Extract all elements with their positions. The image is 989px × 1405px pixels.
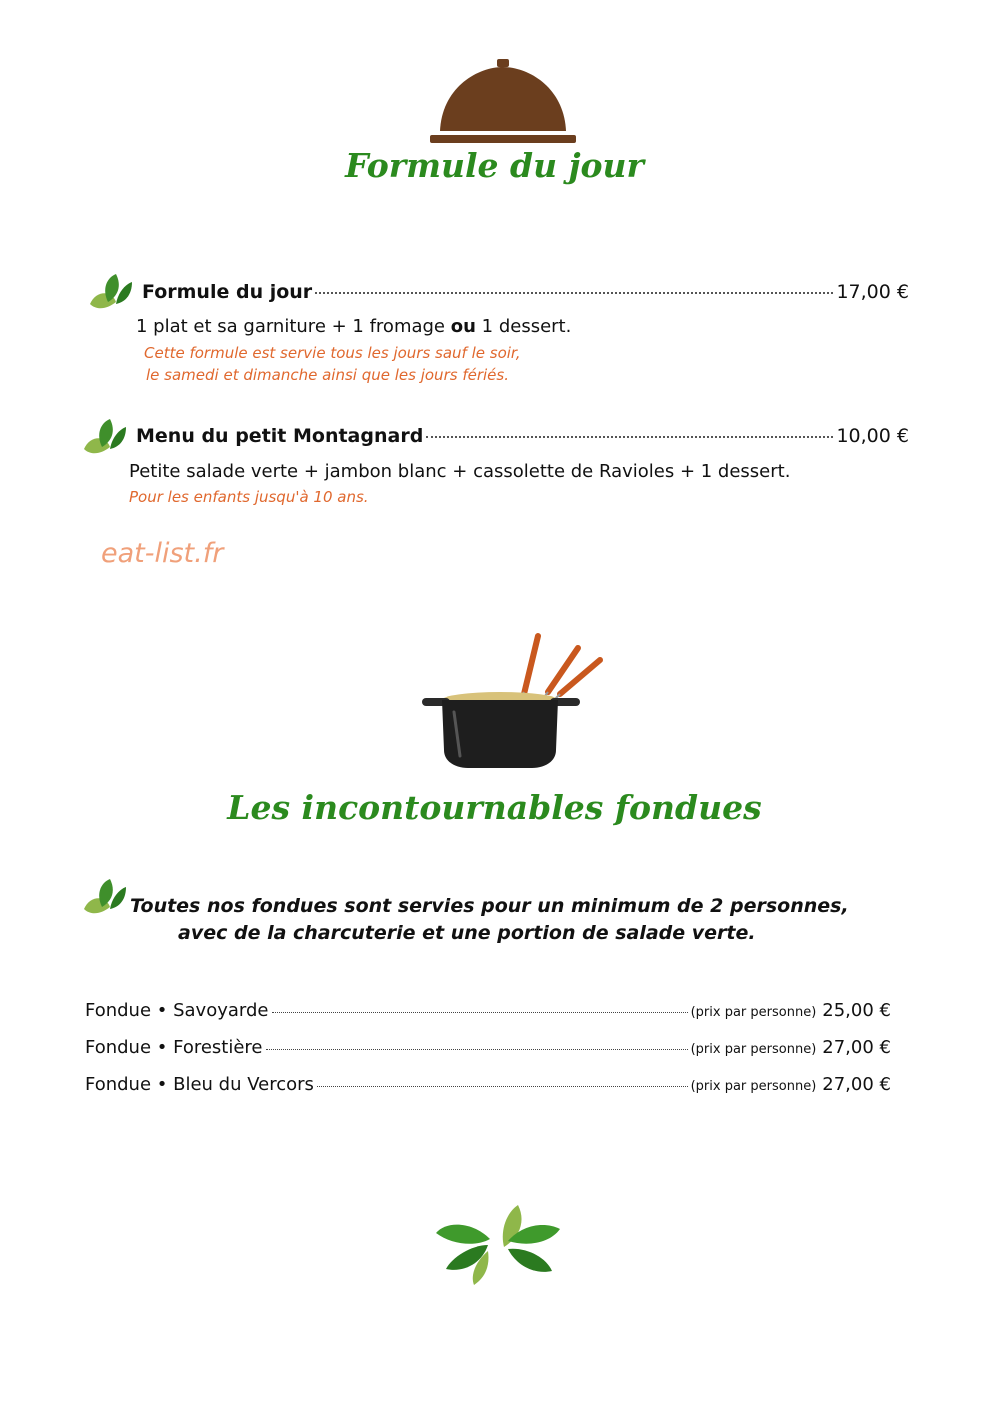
watermark: eat-list.fr <box>101 538 224 569</box>
dot-leader <box>317 1086 688 1087</box>
dot-leader <box>426 436 833 438</box>
menu-item-montagnard <box>136 425 909 447</box>
cloche-icon <box>428 57 578 145</box>
item-price: 17,00 € <box>836 281 909 303</box>
fondue-pot-icon <box>420 632 610 772</box>
fondue-price: 27,00 € <box>822 1037 891 1058</box>
item-price: 10,00 € <box>836 425 909 447</box>
fondue-list <box>85 1000 891 1111</box>
list-item <box>85 1037 891 1074</box>
section-title-fondues: Les incontournables fondues <box>227 788 762 827</box>
leaves-decoration-icon <box>432 1203 564 1289</box>
leaf-icon <box>80 877 128 919</box>
leaf-icon <box>80 417 128 459</box>
fondue-name: Fondue • Savoyarde <box>85 1000 269 1021</box>
fondue-price: 27,00 € <box>822 1074 891 1095</box>
dot-leader <box>315 292 833 294</box>
price-qualifier: (prix par personne) <box>690 1005 817 1020</box>
fondue-price: 25,00 € <box>822 1000 891 1021</box>
leaf-icon <box>86 272 134 314</box>
item-description: Petite salade verte + jambon blanc + cassolette de Ravioles + 1 dessert. <box>129 461 791 482</box>
fondue-intro: Toutes nos fondues sont servies pour un minimum de 2 personnes, avec de la charcuterie et une portion de salade verte. <box>130 895 849 944</box>
item-description: 1 plat et sa garniture + 1 fromage ou 1 dessert. <box>136 316 572 337</box>
dot-leader <box>266 1049 688 1050</box>
dot-leader <box>272 1012 688 1013</box>
price-qualifier: (prix par personne) <box>690 1042 817 1057</box>
item-name: Formule du jour <box>142 281 313 303</box>
menu-item-formule <box>142 281 909 303</box>
price-qualifier: (prix par personne) <box>690 1079 817 1094</box>
section-title-formule: Formule du jour <box>345 146 644 185</box>
list-item <box>85 1000 891 1037</box>
item-note: Pour les enfants jusqu'à 10 ans. <box>129 488 369 506</box>
fondue-name: Fondue • Forestière <box>85 1037 263 1058</box>
item-name: Menu du petit Montagnard <box>136 425 424 447</box>
fondue-name: Fondue • Bleu du Vercors <box>85 1074 314 1095</box>
item-note: Cette formule est servie tous les jours sauf le soir, le samedi et dimanche ainsi que les jours fériés. <box>144 344 521 384</box>
list-item <box>85 1074 891 1111</box>
